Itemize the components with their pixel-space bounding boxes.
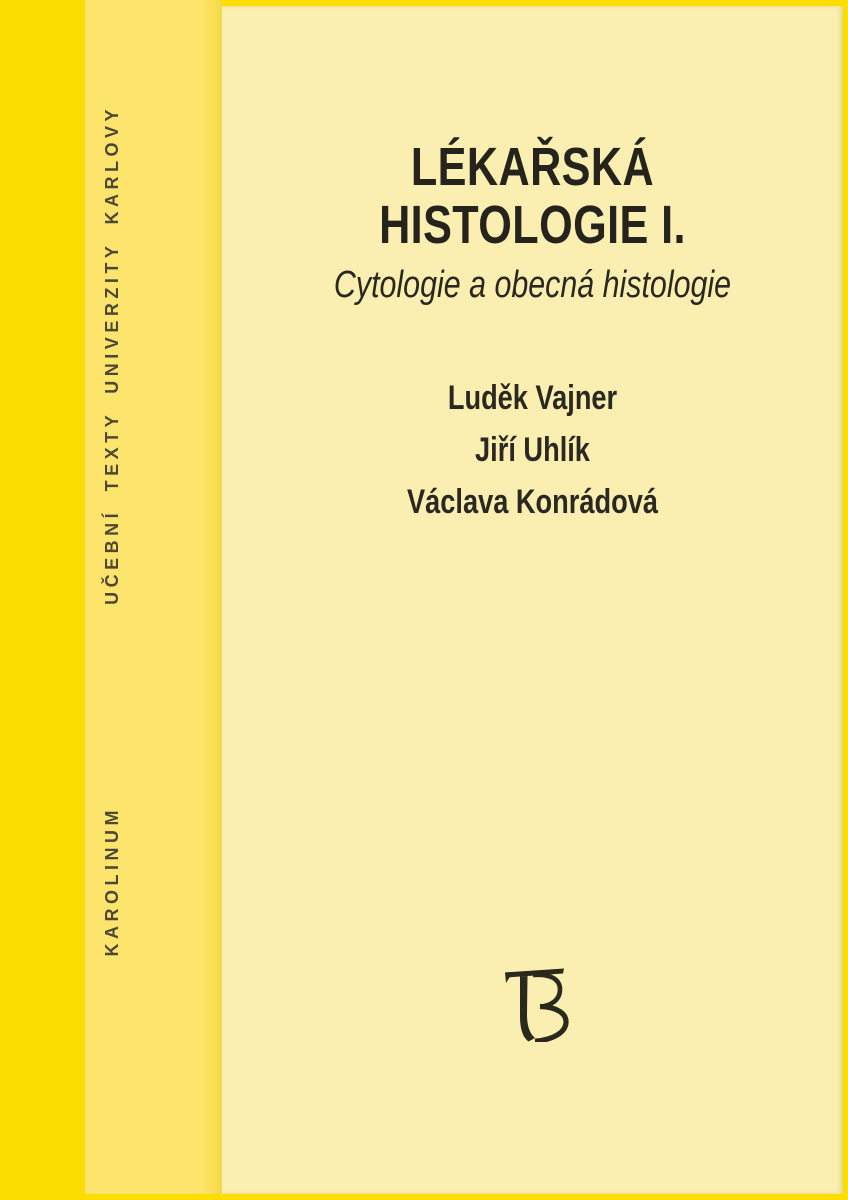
accent-stripe [0, 0, 85, 1200]
series-vertical-text: UČEBNÍ TEXTY UNIVERZITY KARLOVY [102, 105, 122, 605]
title-line-1: LÉKAŘSKÁ [410, 137, 655, 197]
author-name: Jiří Uhlík [475, 431, 590, 469]
book-subtitle: Cytologie a obecná histologie [333, 264, 732, 306]
title-line-2: HISTOLOGIE I. [379, 195, 686, 255]
cover-front-panel [222, 6, 843, 1194]
author-name: Luděk Vajner [447, 379, 618, 417]
book-title [284, 138, 781, 254]
authors-block [284, 376, 781, 524]
karolinum-tb-monogram-icon [501, 964, 569, 1042]
publisher-vertical-text: KAROLINUM [102, 806, 122, 957]
author-name: Václava Konrádová [407, 483, 658, 521]
